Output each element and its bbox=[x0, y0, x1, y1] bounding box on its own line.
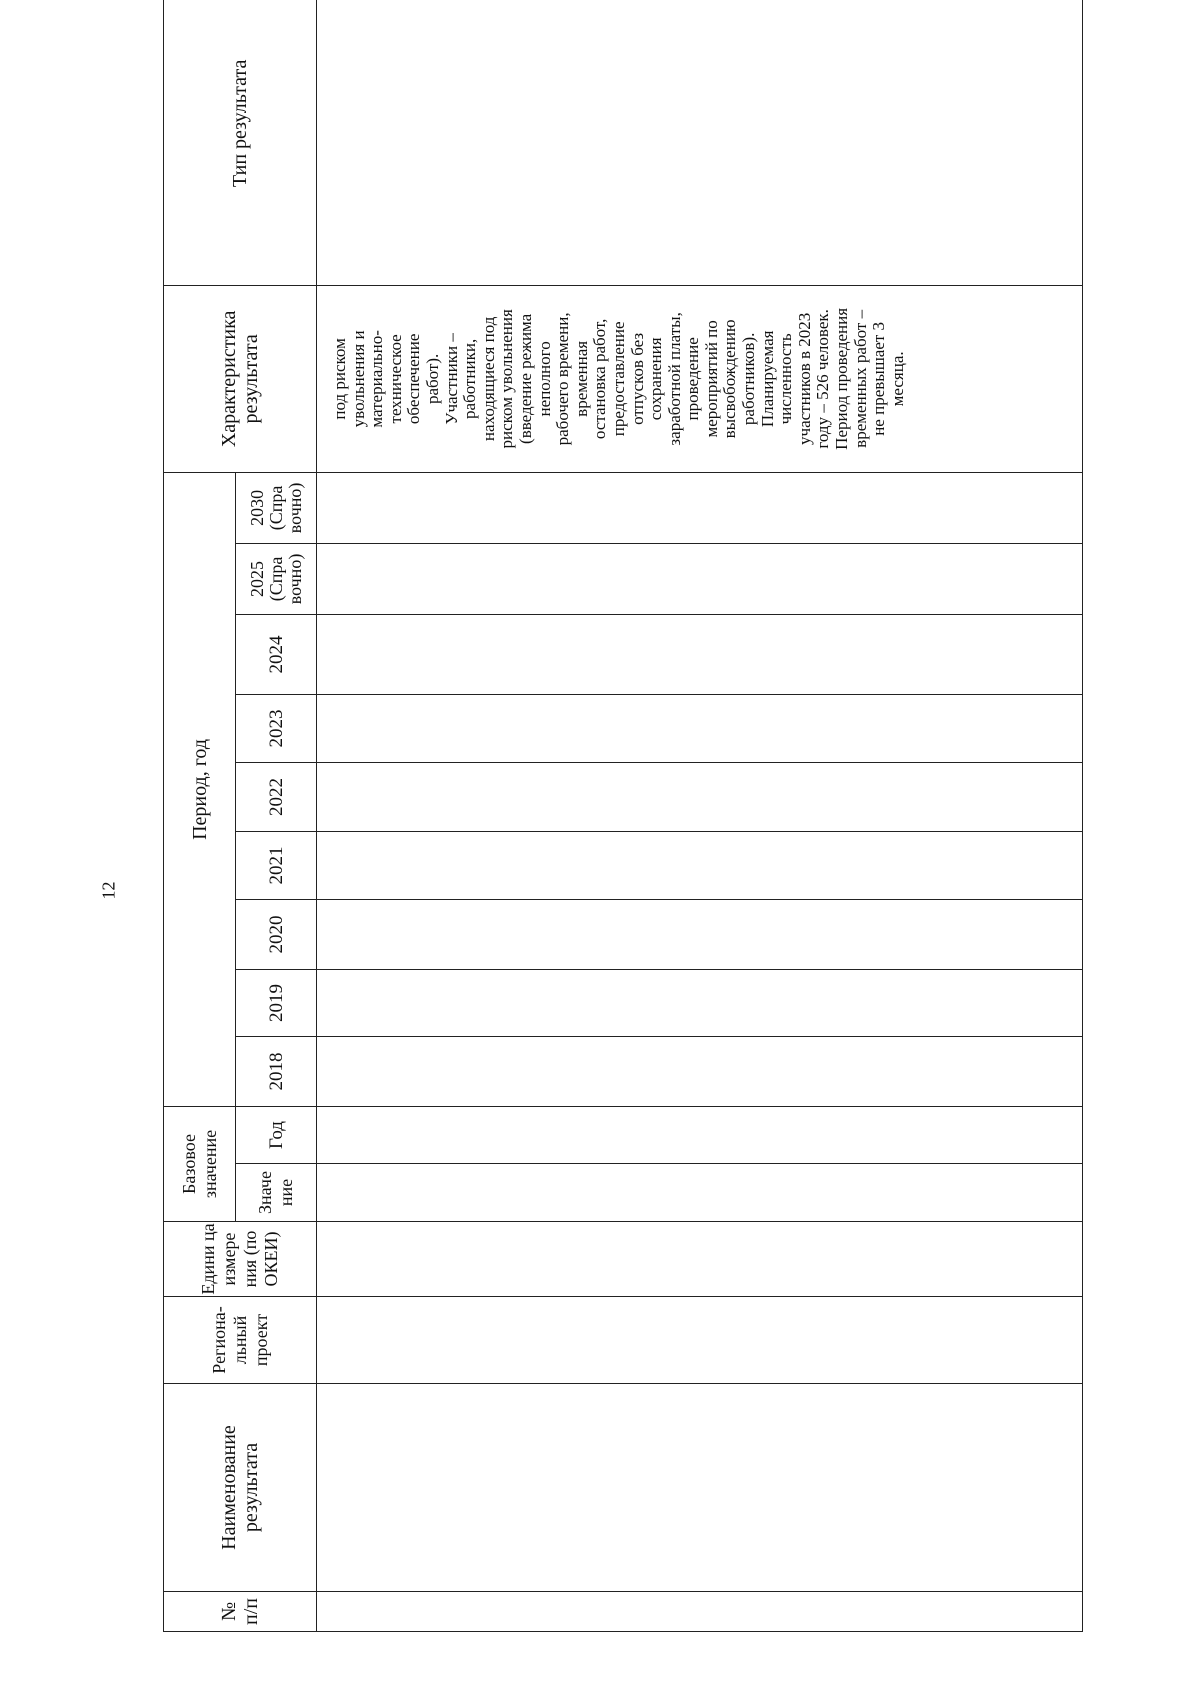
characteristic-line: материально- bbox=[367, 330, 387, 428]
cell-year-2022 bbox=[317, 762, 1083, 831]
header-year-2022: 2022 bbox=[236, 762, 317, 831]
characteristic-line: Участники – bbox=[441, 333, 461, 425]
characteristic-line: временная bbox=[571, 340, 591, 417]
characteristic-line: рабочего времени, bbox=[553, 312, 573, 446]
characteristic-line: работ). bbox=[422, 353, 442, 405]
header-year-2021: 2021 bbox=[236, 831, 317, 899]
header-number: № п/п bbox=[164, 1592, 317, 1632]
rotated-table-frame bbox=[163, 59, 1063, 1632]
header-year-2019: 2019 bbox=[236, 969, 317, 1036]
characteristic-line: работников). bbox=[739, 332, 759, 426]
characteristic-line: заработной платы, bbox=[664, 312, 684, 446]
header-characteristic: Характеристика результата bbox=[164, 285, 317, 472]
cell-unit bbox=[317, 1222, 1083, 1297]
characteristic-line: работники, bbox=[460, 338, 480, 419]
header-base-value: Базовое значение bbox=[164, 1106, 236, 1221]
characteristic-line: предоставление bbox=[608, 321, 628, 437]
characteristic-line: высвобождению bbox=[720, 319, 740, 439]
header-year-2030-reference: 2030 (Спра вочно) bbox=[236, 472, 317, 543]
cell-year-2024 bbox=[317, 614, 1083, 694]
characteristic-line: увольнения и bbox=[348, 330, 368, 428]
results-table bbox=[163, 0, 1083, 1632]
cell-base-value bbox=[317, 1164, 1083, 1222]
characteristic-line: проведение bbox=[683, 337, 703, 421]
header-result-type: Тип результата bbox=[164, 0, 317, 285]
characteristic-line: отпусков без bbox=[627, 332, 647, 425]
header-year-2024: 2024 bbox=[236, 614, 317, 694]
characteristic-line: остановка работ, bbox=[590, 318, 610, 440]
cell-number bbox=[317, 1592, 1083, 1632]
header-year-2025-reference: 2025 (Спра вочно) bbox=[236, 543, 317, 614]
characteristic-line: находящиеся под bbox=[478, 316, 498, 442]
cell-year-2023 bbox=[317, 694, 1083, 762]
characteristic-line: численность bbox=[776, 333, 796, 425]
header-period: Период, год bbox=[164, 472, 236, 1106]
cell-year-2019 bbox=[317, 969, 1083, 1036]
characteristic-line: году – 526 человек. bbox=[813, 309, 833, 449]
cell-year-2030 bbox=[317, 472, 1083, 543]
header-year-2023: 2023 bbox=[236, 694, 317, 762]
cell-characteristic bbox=[317, 285, 1083, 472]
cell-base-year bbox=[317, 1106, 1083, 1163]
cell-regional-project bbox=[317, 1297, 1083, 1384]
cell-year-2020 bbox=[317, 899, 1083, 969]
page-number: 12 bbox=[98, 881, 119, 900]
characteristic-line: сохранения bbox=[646, 337, 666, 421]
header-row-1 bbox=[164, 0, 236, 1632]
header-base-value-value: Значе ние bbox=[236, 1164, 317, 1222]
characteristic-line: временных работ – bbox=[850, 309, 870, 448]
cell-year-2018 bbox=[317, 1036, 1083, 1106]
characteristic-line: риском увольнения bbox=[497, 309, 517, 449]
header-result-name: Наименование результата bbox=[164, 1384, 317, 1592]
characteristic-line: под риском bbox=[330, 338, 349, 420]
table-row bbox=[317, 0, 1083, 1632]
characteristic-line: мероприятий по bbox=[701, 320, 721, 438]
characteristic-line: Планируемая bbox=[757, 330, 777, 428]
header-year-2020: 2020 bbox=[236, 899, 317, 969]
characteristic-line: неполного bbox=[534, 341, 554, 417]
cell-result-name bbox=[317, 1384, 1083, 1592]
characteristic-line: (введение режима bbox=[515, 313, 535, 444]
characteristic-line: месяца. bbox=[887, 351, 907, 407]
header-base-value-year: Год bbox=[236, 1106, 317, 1163]
characteristic-line: обеспечение bbox=[404, 333, 424, 425]
characteristic-line: не превышает 3 bbox=[869, 321, 889, 436]
characteristic-line: участников в 2023 bbox=[794, 312, 814, 445]
cell-result-type bbox=[317, 0, 1083, 285]
characteristic-line: техническое bbox=[385, 334, 405, 424]
header-regional-project: Региона-льный проект bbox=[164, 1297, 317, 1384]
characteristic-line: Период проведения bbox=[832, 307, 852, 450]
header-unit: Едини ца измере ния (по ОКЕИ) bbox=[164, 1222, 317, 1297]
cell-year-2021 bbox=[317, 831, 1083, 899]
cell-year-2025 bbox=[317, 543, 1083, 614]
header-year-2018: 2018 bbox=[236, 1036, 317, 1106]
